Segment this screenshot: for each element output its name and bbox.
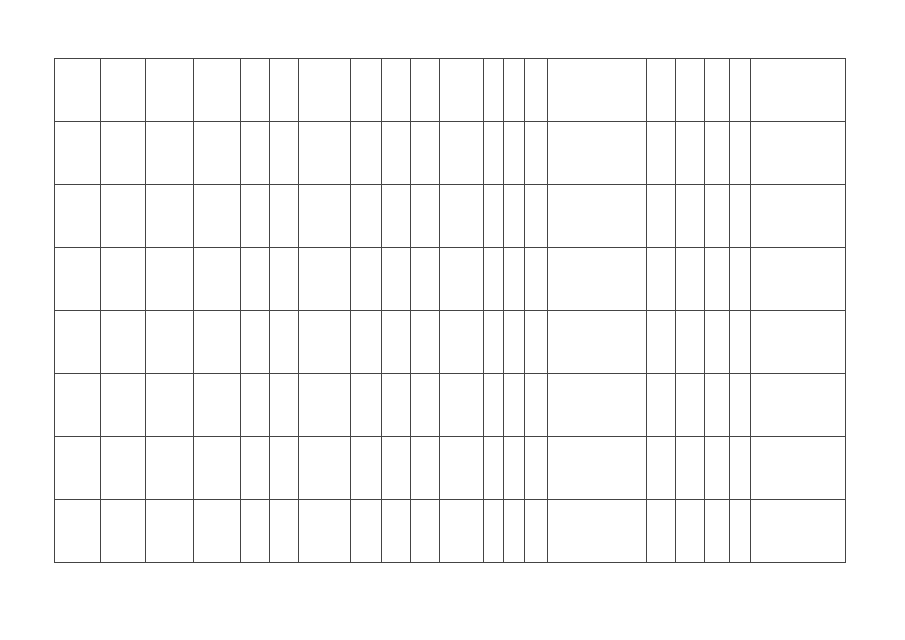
table-cell [270, 185, 299, 248]
table-cell [100, 311, 146, 374]
table-cell [193, 122, 241, 185]
table-cell [146, 311, 194, 374]
table-cell [100, 122, 146, 185]
table-cell [483, 437, 504, 500]
table-cell [100, 59, 146, 122]
table-cell [676, 374, 705, 437]
table-cell [504, 437, 525, 500]
table-cell [411, 437, 440, 500]
table-cell [351, 248, 382, 311]
table-cell [750, 374, 845, 437]
table-cell [270, 122, 299, 185]
table-cell [270, 437, 299, 500]
table-cell [524, 122, 547, 185]
table-cell [483, 500, 504, 563]
table-cell [299, 311, 351, 374]
table-cell [524, 59, 547, 122]
table-cell [55, 311, 101, 374]
table-cell [705, 59, 730, 122]
table-cell [55, 374, 101, 437]
table-cell [705, 374, 730, 437]
table-cell [524, 248, 547, 311]
table-cell [351, 500, 382, 563]
table-cell [729, 122, 750, 185]
table-cell [483, 374, 504, 437]
table-cell [193, 437, 241, 500]
table-cell [729, 500, 750, 563]
table-cell [647, 437, 676, 500]
table-cell [241, 59, 270, 122]
table-cell [440, 59, 483, 122]
table-cell [382, 122, 411, 185]
table-cell [647, 185, 676, 248]
table-cell [270, 374, 299, 437]
table-cell [504, 374, 525, 437]
table-cell [729, 185, 750, 248]
table-cell [55, 437, 101, 500]
table-cell [270, 59, 299, 122]
table-cell [729, 374, 750, 437]
table-cell [146, 374, 194, 437]
table-cell [647, 59, 676, 122]
table-cell [705, 185, 730, 248]
table-cell [440, 374, 483, 437]
table-cell [270, 248, 299, 311]
table-cell [100, 500, 146, 563]
table-cell [483, 59, 504, 122]
table-row [55, 437, 846, 500]
table-cell [729, 437, 750, 500]
table-cell [411, 311, 440, 374]
table-cell [55, 500, 101, 563]
table-cell [351, 185, 382, 248]
table-cell [547, 500, 646, 563]
table-cell [100, 248, 146, 311]
table-cell [299, 500, 351, 563]
table-cell [504, 311, 525, 374]
table-row [55, 374, 846, 437]
table-row [55, 122, 846, 185]
table-cell [193, 311, 241, 374]
table-cell [750, 248, 845, 311]
table-cell [750, 59, 845, 122]
table-cell [100, 185, 146, 248]
table-cell [193, 500, 241, 563]
table-cell [146, 437, 194, 500]
table-cell [676, 59, 705, 122]
table-cell [547, 437, 646, 500]
table-cell [504, 500, 525, 563]
table-cell [193, 248, 241, 311]
table-cell [146, 185, 194, 248]
table-cell [440, 248, 483, 311]
table-cell [382, 500, 411, 563]
table-cell [100, 374, 146, 437]
table-cell [647, 122, 676, 185]
table-cell [647, 374, 676, 437]
table-cell [241, 437, 270, 500]
table-cell [382, 59, 411, 122]
table-cell [676, 248, 705, 311]
table-cell [440, 122, 483, 185]
table-cell [299, 59, 351, 122]
table-cell [146, 59, 194, 122]
table-cell [547, 185, 646, 248]
table-cell [351, 374, 382, 437]
table-cell [524, 185, 547, 248]
table-cell [146, 500, 194, 563]
table-cell [705, 500, 730, 563]
table-cell [483, 311, 504, 374]
table-cell [647, 311, 676, 374]
table-cell [705, 311, 730, 374]
table-cell [547, 59, 646, 122]
table-cell [440, 437, 483, 500]
table-cell [524, 437, 547, 500]
table-cell [750, 311, 845, 374]
table-cell [547, 248, 646, 311]
table-cell [270, 500, 299, 563]
table-cell [241, 311, 270, 374]
table-cell [729, 311, 750, 374]
table-cell [299, 374, 351, 437]
table-cell [440, 500, 483, 563]
table-cell [524, 374, 547, 437]
table-cell [241, 374, 270, 437]
table-cell [483, 248, 504, 311]
table-cell [382, 374, 411, 437]
table-cell [382, 437, 411, 500]
table-cell [750, 185, 845, 248]
table-cell [193, 374, 241, 437]
table-cell [524, 500, 547, 563]
table-cell [241, 500, 270, 563]
table-cell [146, 122, 194, 185]
table-cell [299, 122, 351, 185]
table-cell [382, 248, 411, 311]
table-cell [547, 374, 646, 437]
table-cell [504, 185, 525, 248]
table-cell [270, 311, 299, 374]
table-cell [299, 248, 351, 311]
table-cell [676, 122, 705, 185]
table-cell [382, 185, 411, 248]
table-cell [382, 311, 411, 374]
table-row [55, 500, 846, 563]
table-cell [750, 122, 845, 185]
table-cell [676, 185, 705, 248]
table-cell [504, 122, 525, 185]
table-cell [241, 248, 270, 311]
table-cell [55, 122, 101, 185]
table-cell [483, 185, 504, 248]
table-cell [729, 59, 750, 122]
table-cell [100, 437, 146, 500]
table-cell [411, 185, 440, 248]
table-cell [351, 59, 382, 122]
table-cell [193, 185, 241, 248]
table-row [55, 185, 846, 248]
table-cell [524, 311, 547, 374]
table-cell [299, 185, 351, 248]
table-cell [55, 248, 101, 311]
table-cell [440, 311, 483, 374]
table-cell [504, 248, 525, 311]
table-cell [750, 500, 845, 563]
table-cell [241, 122, 270, 185]
table-cell [676, 500, 705, 563]
table-cell [193, 59, 241, 122]
table-cell [729, 248, 750, 311]
table-cell [676, 437, 705, 500]
table-cell [676, 311, 705, 374]
table-cell [411, 122, 440, 185]
table-cell [411, 59, 440, 122]
table-cell [351, 311, 382, 374]
table-cell [547, 122, 646, 185]
table-cell [146, 248, 194, 311]
table-cell [411, 374, 440, 437]
table-cell [440, 185, 483, 248]
table-row [55, 59, 846, 122]
table-cell [299, 437, 351, 500]
table-row [55, 311, 846, 374]
table-cell [55, 59, 101, 122]
registry-table [54, 58, 846, 563]
table-cell [750, 437, 845, 500]
table-cell [55, 185, 101, 248]
table-cell [705, 248, 730, 311]
table-cell [647, 248, 676, 311]
table-cell [647, 500, 676, 563]
table-cell [411, 500, 440, 563]
table-cell [411, 248, 440, 311]
table-row [55, 248, 846, 311]
table-cell [351, 122, 382, 185]
table-cell [241, 185, 270, 248]
table-cell [705, 437, 730, 500]
table-cell [351, 437, 382, 500]
table-cell [504, 59, 525, 122]
table-cell [483, 122, 504, 185]
table-cell [705, 122, 730, 185]
table-cell [547, 311, 646, 374]
